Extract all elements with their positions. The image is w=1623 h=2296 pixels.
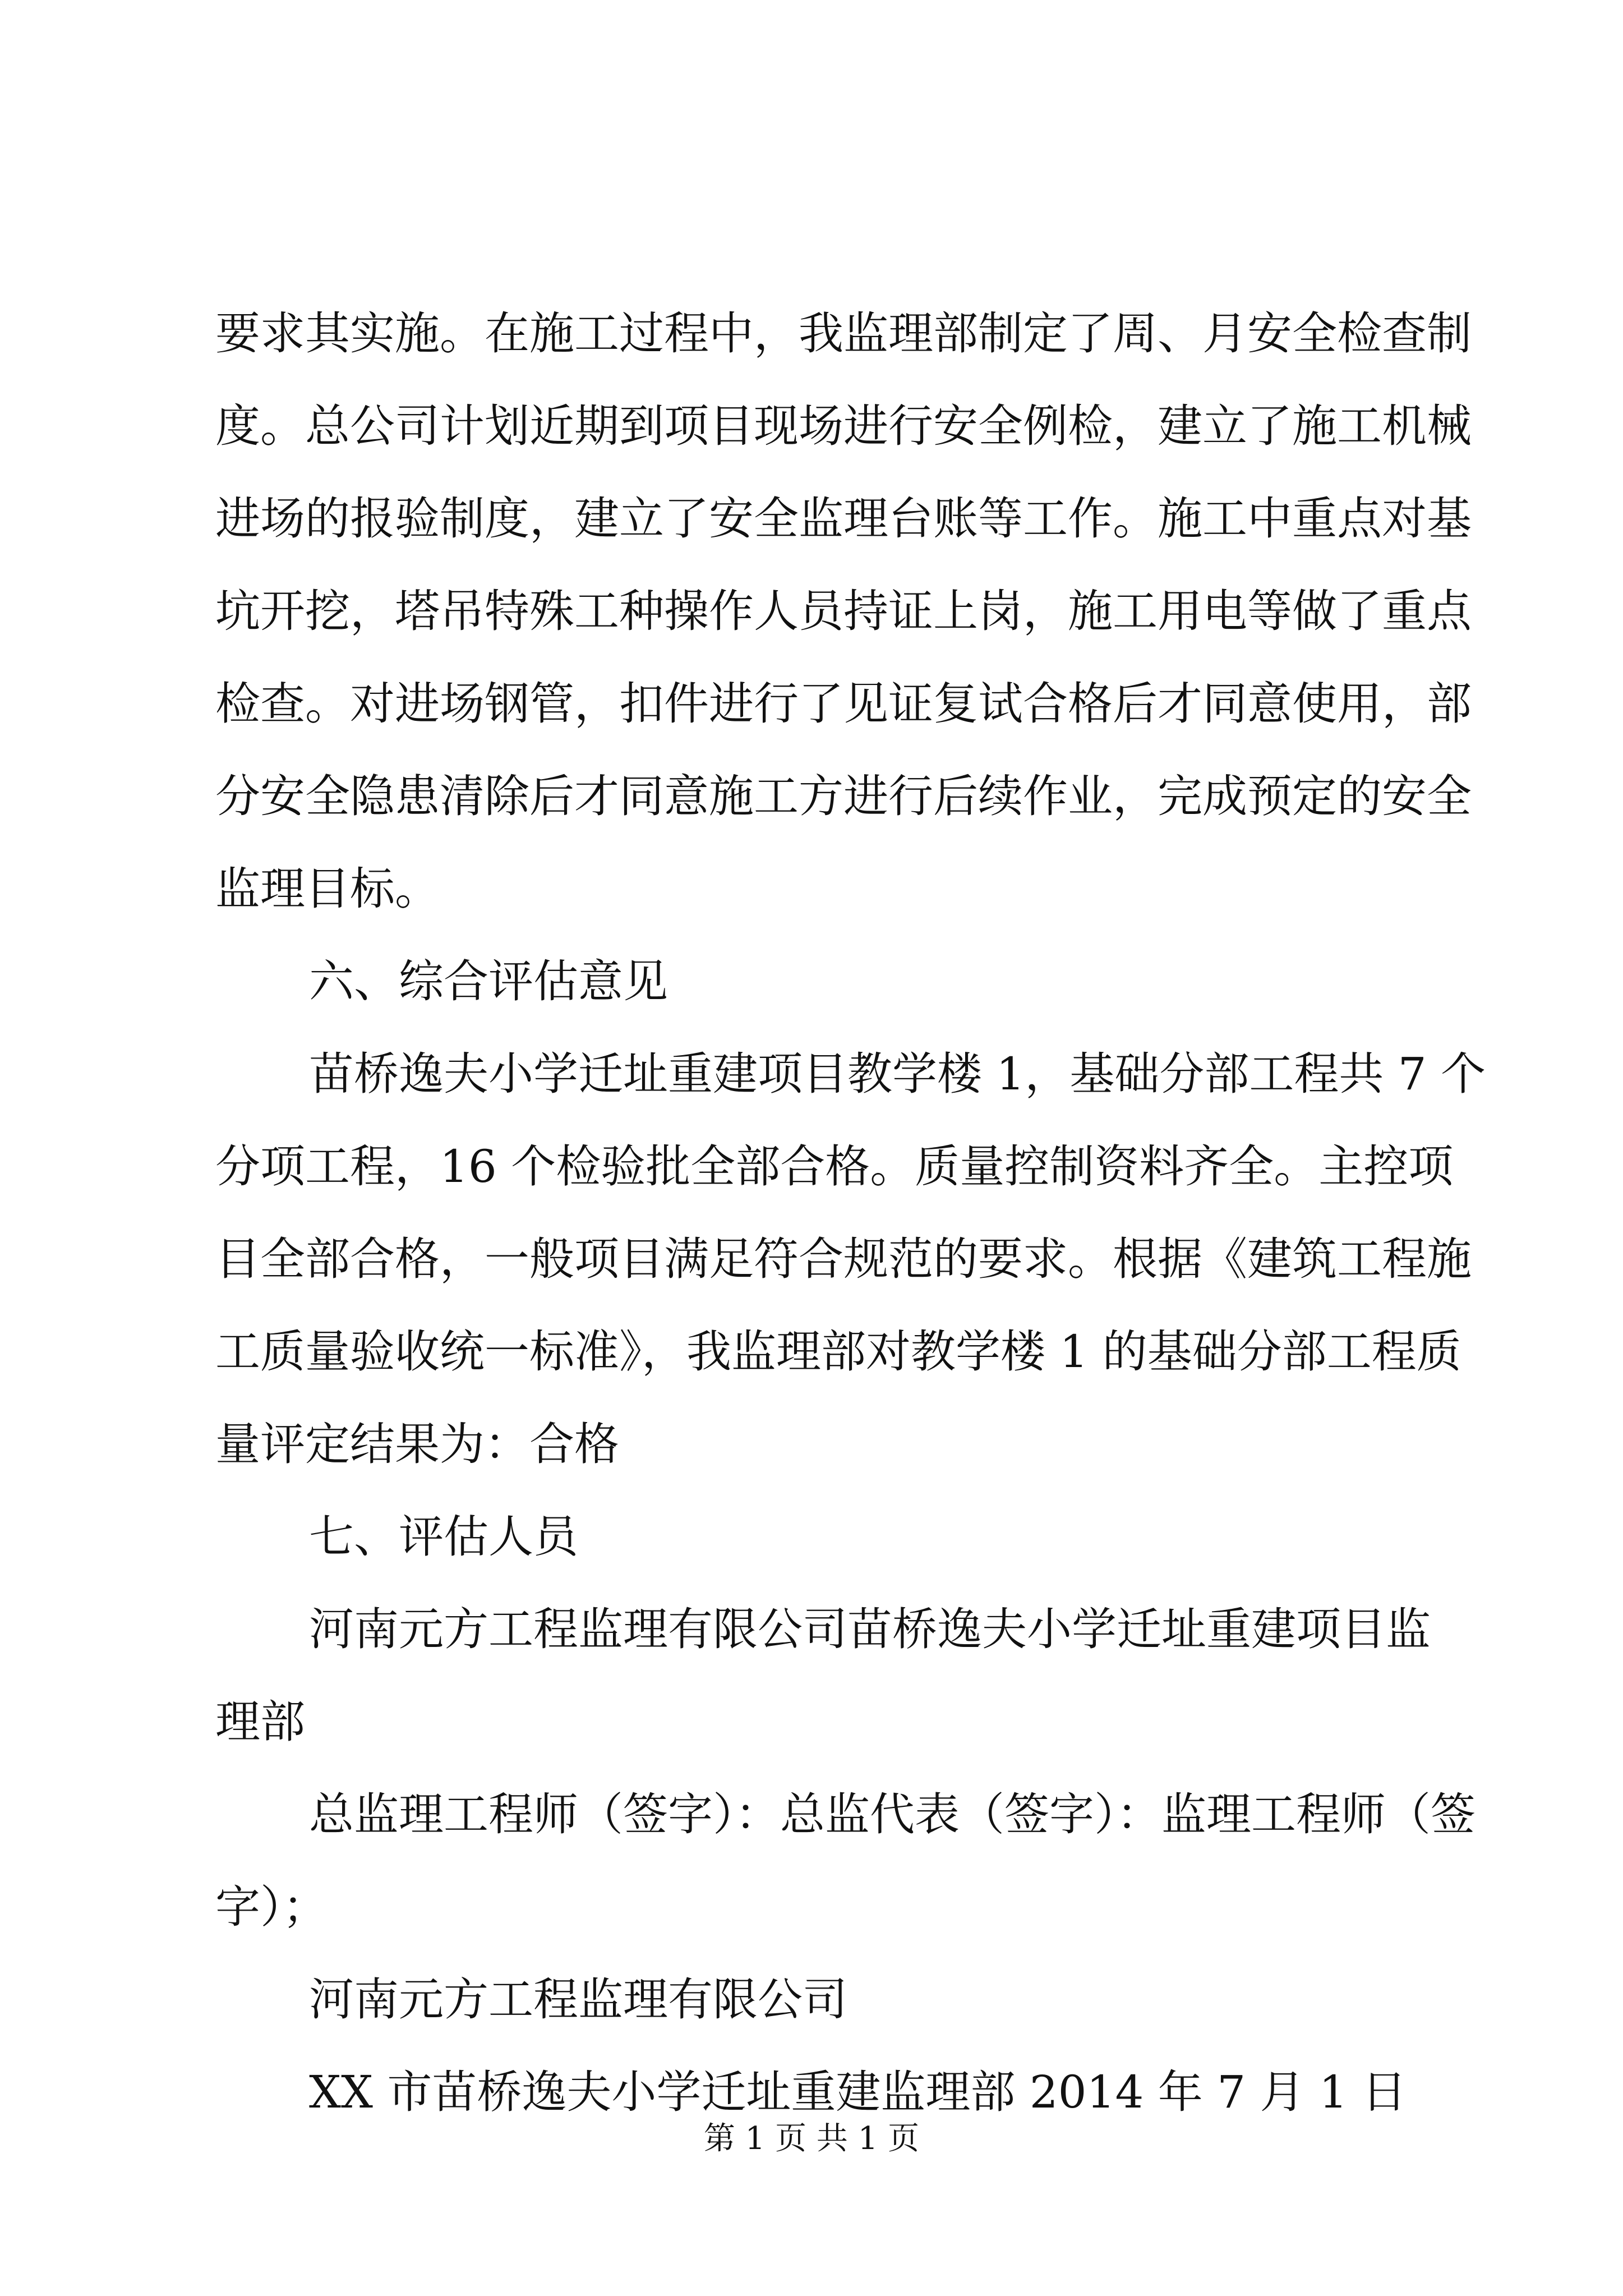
paragraph-line: 理部 [215,1696,305,1748]
paragraph-line: 分项工程，16 个检验批全部合格。质量控制资料齐全。主控项 [215,1140,1454,1193]
paragraph-line: 工质量验收统一标准》，我监理部对教学楼 1 的基础分部工程质 [215,1326,1461,1378]
section-heading: 七、评估人员 [309,1511,578,1563]
paragraph-line: 进场的报验制度，建立了安全监理台账等工作。施工中重点对基 [215,493,1472,545]
paragraph-line: 监理目标。 [215,863,440,915]
paragraph-line: 目全部合格，一般项目满足符合规范的要求。根据《建筑工程施 [215,1233,1472,1285]
date-line: XX 市苗桥逸夫小学迁址重建监理部 2014 年 7 月 1 日 [309,2066,1407,2118]
paragraph-line: 坑开挖，塔吊特殊工种操作人员持证上岗，施工用电等做了重点 [215,585,1472,637]
paragraph-line: 河南元方工程监理有限公司苗桥逸夫小学迁址重建项目监 [309,1603,1431,1655]
paragraph-line: 量评定结果为：合格 [215,1418,619,1470]
paragraph-line: 检查。对进场钢管，扣件进行了见证复试合格后才同意使用，部 [215,678,1472,730]
paragraph-line: 度。总公司计划近期到项目现场进行安全例检，建立了施工机械 [215,400,1472,452]
section-heading: 六、综合评估意见 [309,955,668,1007]
page-number: 第 1 页 共 1 页 [703,2120,920,2157]
signature-line: 总监理工程师（签字）：总监代表（签字）：监理工程师（签 [309,1788,1476,1841]
paragraph-line: 苗桥逸夫小学迁址重建项目教学楼 1，基础分部工程共 7 个 [309,1048,1486,1100]
paragraph-line: 要求其实施。在施工过程中，我监理部制定了周、月安全检查制 [215,307,1472,360]
paragraph-line: 分安全隐患清除后才同意施工方进行后续作业，完成预定的安全 [215,770,1472,822]
company-name: 河南元方工程监理有限公司 [309,1973,847,2026]
signature-line: 字）； [215,1881,328,1933]
